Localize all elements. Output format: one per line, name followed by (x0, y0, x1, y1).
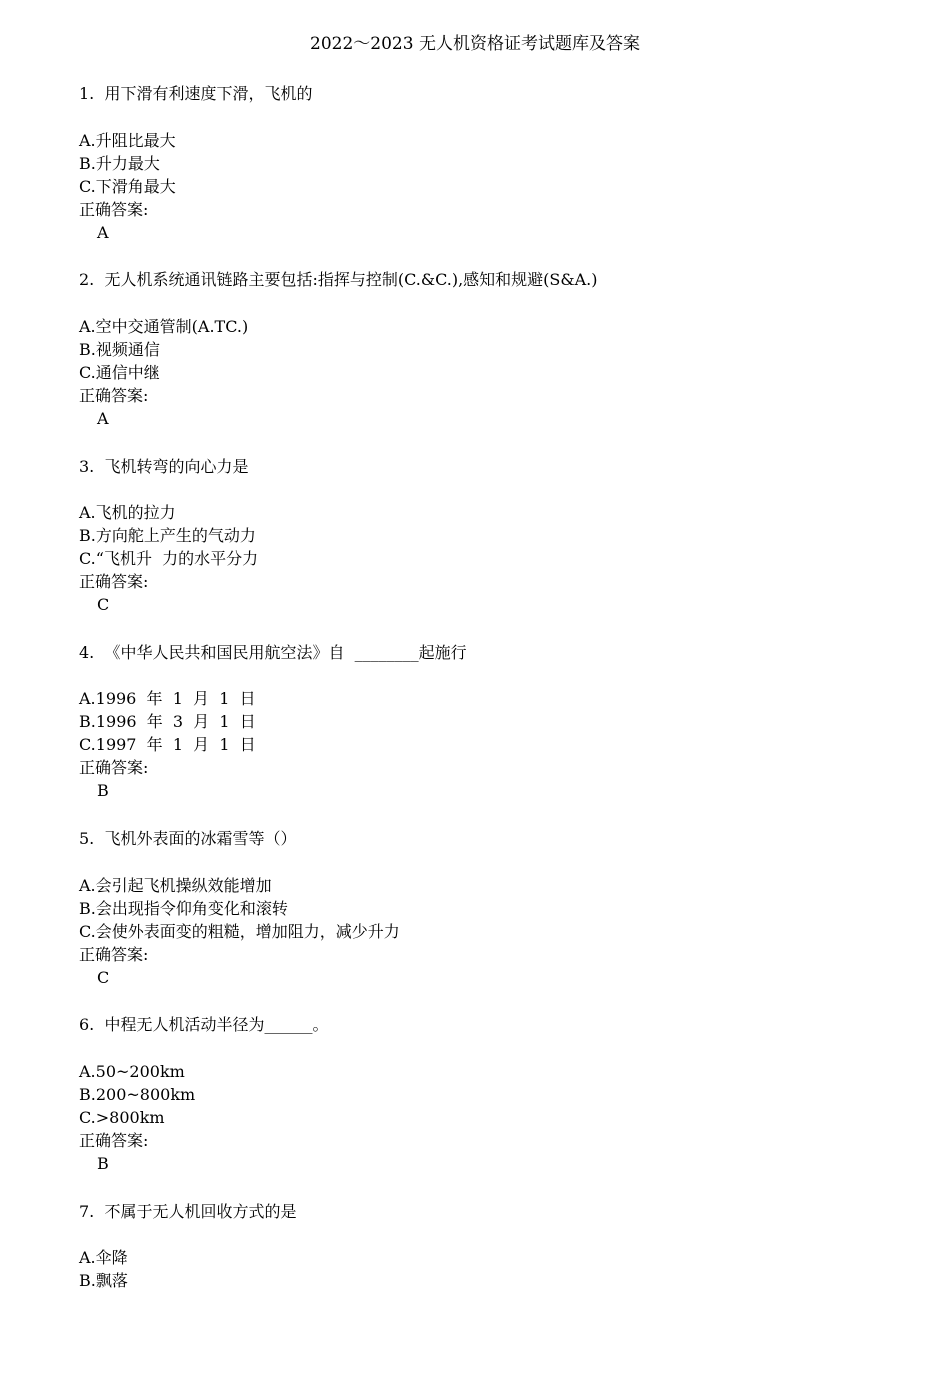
question-item (79, 82, 899, 268)
question-stem: 6. 中程无人机活动半径为______。 (79, 1015, 329, 1035)
question-item (79, 268, 899, 454)
answer-value: B (97, 781, 109, 801)
answer-value: C (97, 967, 110, 987)
answer-label: 正确答案: (79, 572, 149, 592)
answer-label: 正确答案: (79, 758, 149, 778)
question-stem: 4. 《中华人民共和国民用航空法》自 ________起施行 (79, 642, 467, 662)
question-stem: 1. 用下滑有利速度下滑，飞机的 (79, 84, 313, 103)
answer-value: B (97, 1153, 109, 1173)
answer-label: 正确答案: (79, 199, 149, 219)
answer-label: 正确答案: (79, 944, 149, 964)
option-b: B.飘落 (79, 1271, 128, 1291)
option-b: B.会出现指令仰角变化和滚转 (79, 898, 288, 918)
answer-label: 正确答案: (79, 1130, 149, 1150)
option-a: A.升阻比最大 (79, 130, 176, 150)
answer-label: 正确答案: (79, 385, 149, 405)
option-b: B.200~800km (79, 1084, 196, 1104)
question-item (79, 641, 899, 827)
question-stem: 5. 飞机外表面的冰霜雪等（） (79, 829, 297, 849)
document-title: 2022～2023 无人机资格证考试题库及答案 (310, 34, 640, 54)
option-c: C.>800km (79, 1107, 165, 1127)
answer-value: A (97, 222, 109, 242)
option-a: A.伞降 (79, 1248, 128, 1268)
option-c: C.通信中继 (79, 362, 160, 382)
option-c: C.下滑角最大 (79, 176, 176, 196)
option-b: B.升力最大 (79, 153, 160, 173)
question-stem: 7. 不属于无人机回收方式的是 (79, 1201, 297, 1221)
option-c: C.“飞机升 力的水平分力 (79, 549, 259, 569)
option-b: B.1996 年 3 月 1 日 (79, 712, 256, 732)
option-a: A.飞机的拉力 (79, 503, 176, 523)
question-item (79, 1200, 899, 1386)
answer-value: A (97, 408, 109, 428)
option-c: C.会使外表面变的粗糙，增加阻力，减少升力 (79, 921, 400, 941)
question-item (79, 455, 899, 641)
option-a: A.会引起飞机操纵效能增加 (79, 875, 272, 895)
question-stem: 2. 无人机系统通讯链路主要包括:指挥与控制(C.&C.),感知和规避(S&A.) (79, 270, 598, 290)
question-item (79, 827, 899, 1013)
option-a: A.50~200km (79, 1061, 185, 1081)
question-list (79, 82, 899, 1386)
option-b: B.方向舵上产生的气动力 (79, 526, 256, 546)
question-item (79, 1013, 899, 1199)
option-a: A.空中交通管制(A.TC.) (79, 316, 249, 336)
option-b: B.视频通信 (79, 339, 160, 359)
answer-value: C (97, 595, 110, 615)
question-stem: 3. 飞机转弯的向心力是 (79, 456, 249, 476)
option-c: C.1997 年 1 月 1 日 (79, 735, 256, 755)
option-a: A.1996 年 1 月 1 日 (79, 689, 256, 709)
